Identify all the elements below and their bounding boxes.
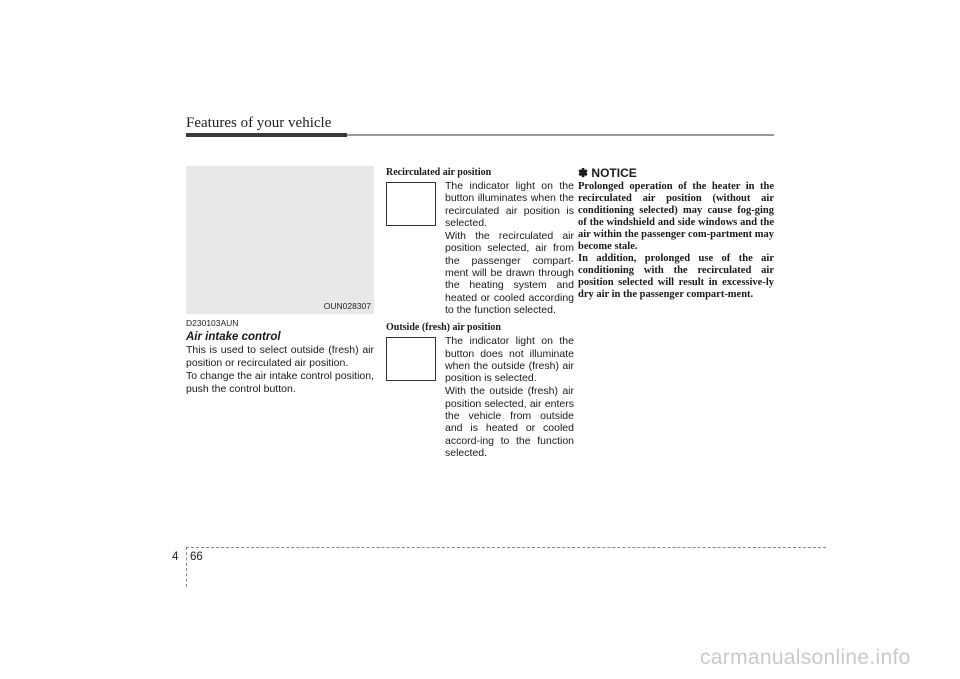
intro-body	[186, 344, 374, 395]
recirculated-body	[445, 180, 574, 317]
intro-paragraph: This is used to select outside (fresh) air position or recirculated air position.	[186, 344, 374, 369]
recirculated-indicator-image	[386, 182, 436, 226]
chapter-number: 4	[172, 551, 179, 563]
figure-code: OUN028307	[323, 301, 371, 311]
header-rule-light	[347, 134, 774, 136]
intro-column	[186, 318, 374, 396]
header-rule-dark	[186, 133, 347, 137]
footer-rule	[186, 547, 826, 548]
notice-paragraph: Prolonged operation of the heater in the recirculated air position (without air conditioning selected) may cause fog-ging of the windshield and side windows and the air within the passenger com-partment may become stale.	[578, 181, 774, 252]
notice-title: NOTICE	[591, 166, 637, 180]
recirculated-paragraph: The indicator light on the button illuminates when the recirculated air position is selected.	[445, 180, 574, 229]
watermark-text: carmanualsonline.info	[700, 646, 911, 669]
outside-paragraph: The indicator light on the button does not illuminate when the outside (fresh) air position is selected.	[445, 335, 574, 385]
recirculated-paragraph: With the recirculated air position selected, air from the passenger compart-ment will be drawn through the heating system and heated or cooled according to the function selected.	[445, 230, 574, 316]
notice-column	[578, 166, 774, 301]
notice-heading	[578, 166, 774, 180]
outside-indicator-image	[386, 337, 436, 381]
notice-mark-icon: ✽	[578, 166, 589, 180]
intro-paragraph: To change the air intake control position, push the control button.	[186, 370, 374, 395]
notice-body	[578, 181, 774, 301]
control-button-figure	[186, 166, 374, 314]
recirculated-block	[386, 180, 574, 317]
outside-paragraph: With the outside (fresh) air position selected, air enters the vehicle from outside and is heated or cooled accord-ing to the function selected.	[445, 385, 574, 459]
section-heading: Air intake control	[186, 331, 281, 343]
section-code: D230103AUN	[186, 318, 239, 328]
page-number: 66	[190, 551, 203, 563]
positions-column	[386, 167, 574, 460]
footer-divider	[186, 547, 187, 587]
outside-body	[445, 335, 574, 460]
recirculated-heading: Recirculated air position	[386, 167, 492, 178]
outside-heading: Outside (fresh) air position	[386, 322, 501, 334]
notice-paragraph: In addition, prolonged use of the air conditioning with the recirculated air position selected will result in excessive-ly dry air in the passenger compart-ment.	[578, 253, 774, 300]
page-header-title: Features of your vehicle	[186, 115, 332, 131]
outside-block	[386, 335, 574, 460]
